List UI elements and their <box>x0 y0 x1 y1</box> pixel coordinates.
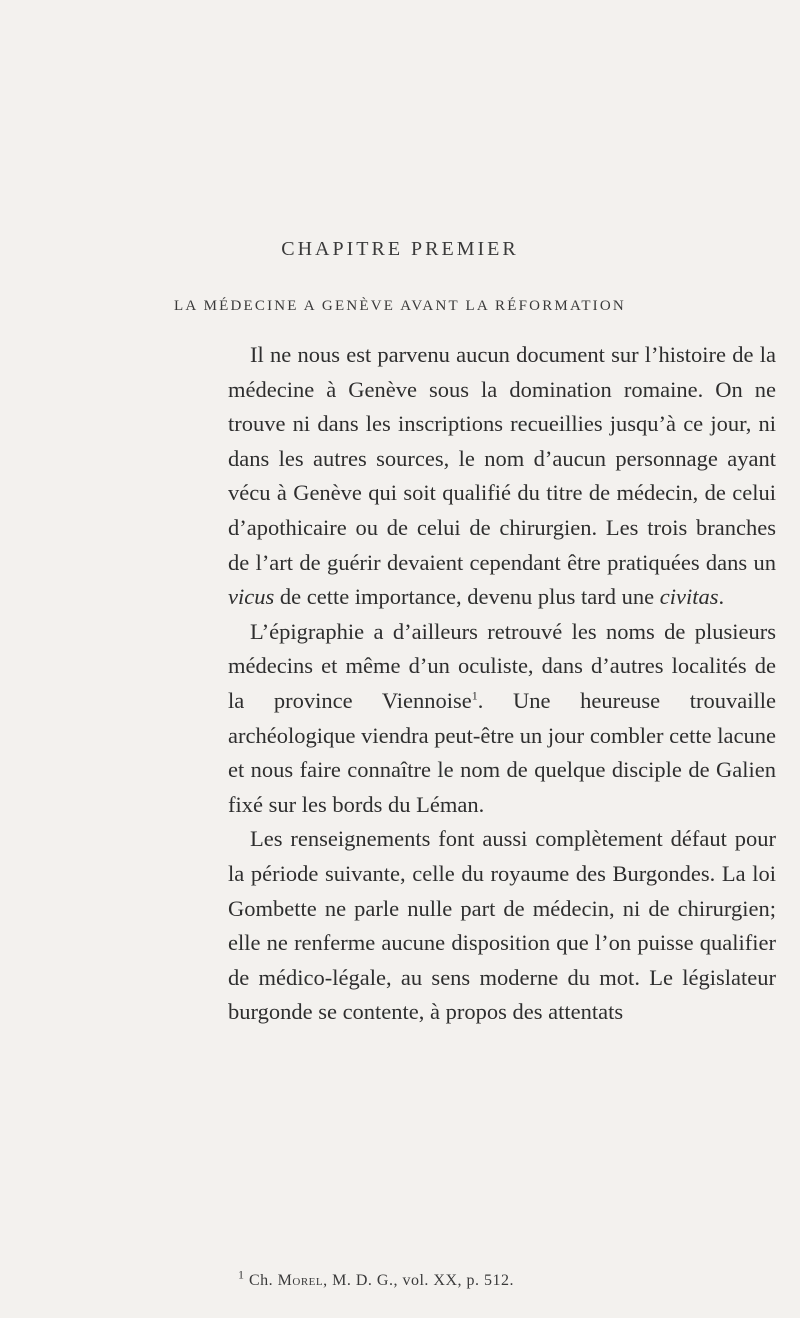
body-text <box>228 338 776 1030</box>
footnote-author: Morel <box>277 1272 324 1289</box>
paragraph-3: Les renseignements font aussi complètement défaut pour la période suivante, celle du royaume des Burgondes. La loi Gombette ne parle nulle part de médecin, ni de chirurgien; elle ne renferme aucune disposition que l’on puisse qualifier de médico-légale, au sens moderne du mot. Le législateur burgonde se contente, à propos des attentats <box>228 826 776 1025</box>
footnote-prefix: Ch. <box>249 1272 278 1289</box>
paragraph-2 <box>228 615 776 823</box>
paragraph-1-text-a: Il ne nous est parvenu aucun document sur l’histoire de la médecine à Genève sous la domination romaine. On ne trouve ni dans les inscriptions recueillies jusqu’à ce jour, ni dans les autres sources, le nom d’aucun personnage ayant vécu à Genève qui soit qualifié du titre de médecin, de celui d’apothicaire ou de celui de chirurgien. Les trois branches de l’art de guérir devaient cependant être pratiquées dans un <box>228 342 776 575</box>
paragraph-1-text-b: de cette importance, devenu plus tard une <box>274 584 660 610</box>
footnote <box>238 1267 778 1290</box>
section-title: LA MÉDECINE A GENÈVE AVANT LA RÉFORMATION <box>174 298 626 314</box>
paragraph-1-text-c: . <box>718 584 725 610</box>
paragraph-1-italic-civitas: civitas <box>659 584 719 610</box>
footnote-number: 1 <box>238 1267 245 1282</box>
paragraph-1 <box>228 338 776 615</box>
chapter-title: CHAPITRE PREMIER <box>281 238 519 260</box>
footnote-reference[interactable]: 1 <box>471 688 478 703</box>
paragraph-2-text-b: . Une heureuse trouvaille archéologique viendra peut-être un jour combler cette lacune et nous faire connaître le nom de quelque disciple de Galien fixé sur les bords du Léman. <box>228 687 776 817</box>
paragraph-1-italic-vicus: vicus <box>228 584 275 610</box>
footnote-citation: , M. D. G., vol. XX, p. 512. <box>323 1272 515 1289</box>
paragraph-2-text-a: L’épigraphie a d’ailleurs retrouvé les noms de plusieurs médecins et même d’un oculiste, dans d’autres localités de la province Viennoise <box>228 618 776 713</box>
